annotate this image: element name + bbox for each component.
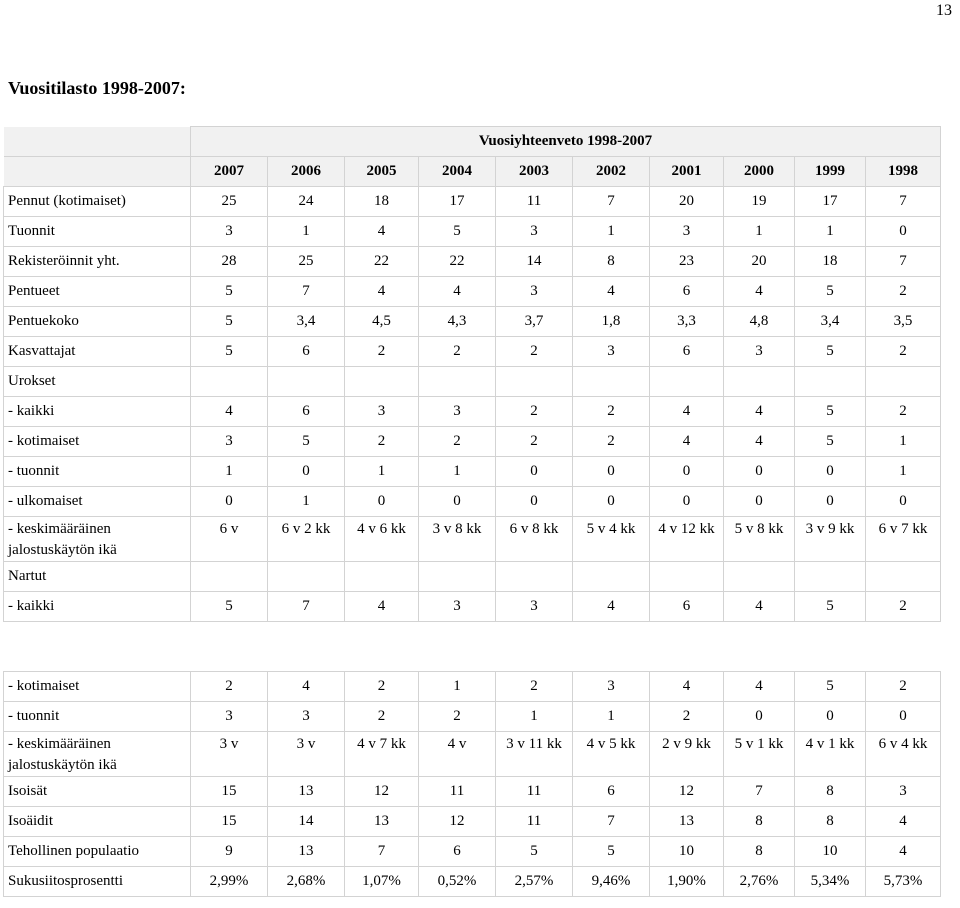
row-label: - kotimaiset xyxy=(4,672,191,702)
table-cell: 7 xyxy=(866,247,941,277)
table-cell: 4 xyxy=(345,277,419,307)
table-cell: 2 xyxy=(573,427,650,457)
table-cell: 4 xyxy=(866,807,941,837)
row-label: - kotimaiset xyxy=(4,427,191,457)
table-cell: 3 xyxy=(724,337,795,367)
table-cell: 0,52% xyxy=(419,867,496,897)
table-row xyxy=(4,702,941,732)
corner-cell xyxy=(4,127,191,157)
table-cell: 3 xyxy=(650,217,724,247)
table-cell: 2 xyxy=(419,337,496,367)
row-label: Nartut xyxy=(4,562,191,592)
table-cell: 4 xyxy=(724,397,795,427)
table-cell: 5 xyxy=(795,592,866,622)
table-cell: 1,8 xyxy=(573,307,650,337)
table-cell: 20 xyxy=(650,187,724,217)
table-cell xyxy=(866,562,941,592)
table-row xyxy=(4,867,941,897)
table-cell: 0 xyxy=(496,457,573,487)
table-cell: 2 xyxy=(191,672,268,702)
row-label: Pennut (kotimaiset) xyxy=(4,187,191,217)
row-label: Isoäidit xyxy=(4,807,191,837)
table-cell: 5 xyxy=(795,277,866,307)
table-cell: 0 xyxy=(866,702,941,732)
table-cell: 1 xyxy=(573,217,650,247)
table-cell: 5 xyxy=(795,337,866,367)
row-label: Rekisteröinnit yht. xyxy=(4,247,191,277)
table-cell: 2 xyxy=(345,702,419,732)
table-cell: 3 v xyxy=(191,732,268,777)
table-cell xyxy=(419,562,496,592)
table-cell: 22 xyxy=(345,247,419,277)
table-row xyxy=(4,777,941,807)
table-cell: 4,3 xyxy=(419,307,496,337)
table-cell xyxy=(795,367,866,397)
table-cell: 5 xyxy=(419,217,496,247)
year-header: 2000 xyxy=(724,157,795,187)
table-cell xyxy=(496,562,573,592)
table-cell: 2,57% xyxy=(496,867,573,897)
table-cell: 18 xyxy=(345,187,419,217)
table-cell: 0 xyxy=(573,457,650,487)
table-cell: 14 xyxy=(268,807,345,837)
table-cell: 0 xyxy=(191,487,268,517)
table-cell: 2 xyxy=(496,672,573,702)
table-cell: 2 xyxy=(496,397,573,427)
row-label: - keskimääräinen jalostuskäytön ikä xyxy=(4,732,191,777)
year-header: 2002 xyxy=(573,157,650,187)
table-cell: 5 xyxy=(795,672,866,702)
table-cell: 1 xyxy=(345,457,419,487)
table-cell: 13 xyxy=(268,777,345,807)
year-header: 1999 xyxy=(795,157,866,187)
table-cell: 6 xyxy=(573,777,650,807)
table-cell xyxy=(795,562,866,592)
table-cell: 4 xyxy=(724,277,795,307)
statistics-table-part2 xyxy=(3,671,941,897)
table-row xyxy=(4,277,941,307)
table-cell: 0 xyxy=(345,487,419,517)
table-cell: 7 xyxy=(268,592,345,622)
table-cell: 2 xyxy=(496,337,573,367)
row-label: - kaikki xyxy=(4,592,191,622)
table-cell: 3 v 8 kk xyxy=(419,517,496,562)
table-cell xyxy=(573,562,650,592)
statistics-table-part1 xyxy=(3,126,941,622)
table-cell: 2 xyxy=(866,672,941,702)
table-cell xyxy=(573,367,650,397)
table-cell: 3 xyxy=(573,337,650,367)
table-row xyxy=(4,562,941,592)
page-heading: Vuositilasto 1998-2007: xyxy=(8,78,186,98)
table-cell: 0 xyxy=(866,217,941,247)
table-row xyxy=(4,457,941,487)
table-cell: 4 v 7 kk xyxy=(345,732,419,777)
table-cell: 1 xyxy=(573,702,650,732)
year-header-row xyxy=(4,157,941,187)
table-cell xyxy=(866,367,941,397)
table-row xyxy=(4,672,941,702)
table-cell: 5 xyxy=(496,837,573,867)
table-cell: 0 xyxy=(866,487,941,517)
table-cell: 8 xyxy=(573,247,650,277)
table-cell: 0 xyxy=(419,487,496,517)
table-row xyxy=(4,807,941,837)
table-cell: 4 v xyxy=(419,732,496,777)
table-cell: 3 xyxy=(419,592,496,622)
table-row xyxy=(4,427,941,457)
table-cell: 17 xyxy=(795,187,866,217)
row-label: Tehollinen populaatio xyxy=(4,837,191,867)
row-label: Isoisät xyxy=(4,777,191,807)
table-cell: 1 xyxy=(419,672,496,702)
table-cell: 3,4 xyxy=(268,307,345,337)
table-row xyxy=(4,307,941,337)
table-cell: 2,99% xyxy=(191,867,268,897)
table-cell: 4 xyxy=(650,397,724,427)
table-cell: 6 xyxy=(268,397,345,427)
table-cell: 8 xyxy=(724,837,795,867)
table-cell: 20 xyxy=(724,247,795,277)
table-cell: 6 v xyxy=(191,517,268,562)
table-row xyxy=(4,397,941,427)
table-cell: 3,7 xyxy=(496,307,573,337)
table-cell: 2 xyxy=(419,427,496,457)
table-cell: 2 v 9 kk xyxy=(650,732,724,777)
table-cell: 0 xyxy=(795,702,866,732)
table-cell xyxy=(650,367,724,397)
table-cell: 4 xyxy=(345,217,419,247)
table-cell: 8 xyxy=(724,807,795,837)
table-cell: 3 v 11 kk xyxy=(496,732,573,777)
table-cell: 1 xyxy=(866,457,941,487)
table-cell: 0 xyxy=(795,457,866,487)
table-cell: 3 v xyxy=(268,732,345,777)
table-cell: 25 xyxy=(268,247,345,277)
table-cell: 28 xyxy=(191,247,268,277)
table-cell: 7 xyxy=(268,277,345,307)
table-cell: 1 xyxy=(191,457,268,487)
table-cell: 0 xyxy=(573,487,650,517)
table-cell: 4 xyxy=(268,672,345,702)
table-cell: 2 xyxy=(866,397,941,427)
table-cell: 0 xyxy=(795,487,866,517)
table-cell: 6 xyxy=(650,592,724,622)
table-row xyxy=(4,732,941,777)
table-cell: 11 xyxy=(419,777,496,807)
table-cell: 8 xyxy=(795,777,866,807)
table-cell: 5 xyxy=(795,397,866,427)
table-cell: 4 xyxy=(573,277,650,307)
row-label: - kaikki xyxy=(4,397,191,427)
table-cell: 2 xyxy=(496,427,573,457)
table-cell xyxy=(191,367,268,397)
table-cell: 6 v 2 kk xyxy=(268,517,345,562)
table-cell: 2 xyxy=(345,427,419,457)
table-row xyxy=(4,187,941,217)
row-label: - tuonnit xyxy=(4,457,191,487)
year-header: 2001 xyxy=(650,157,724,187)
table-cell: 3 xyxy=(866,777,941,807)
table-cell: 3,3 xyxy=(650,307,724,337)
table-cell: 2 xyxy=(650,702,724,732)
table-row xyxy=(4,247,941,277)
table-cell: 4 xyxy=(419,277,496,307)
table-cell: 10 xyxy=(795,837,866,867)
table-cell: 3,5 xyxy=(866,307,941,337)
page-number: 13 xyxy=(936,2,952,19)
table-cell: 23 xyxy=(650,247,724,277)
table-cell xyxy=(268,367,345,397)
table-cell: 3 xyxy=(496,277,573,307)
table-cell: 4 xyxy=(724,427,795,457)
table-cell: 1 xyxy=(268,487,345,517)
table-cell: 14 xyxy=(496,247,573,277)
table-cell: 11 xyxy=(496,187,573,217)
table-cell: 24 xyxy=(268,187,345,217)
table-cell: 0 xyxy=(724,457,795,487)
table-cell: 2 xyxy=(345,672,419,702)
table-cell: 5 xyxy=(268,427,345,457)
table-row xyxy=(4,592,941,622)
table-cell: 4 v 6 kk xyxy=(345,517,419,562)
table-cell: 3 xyxy=(496,592,573,622)
table-cell: 5 xyxy=(191,337,268,367)
row-label: Kasvattajat xyxy=(4,337,191,367)
table-cell: 2,68% xyxy=(268,867,345,897)
table-cell: 22 xyxy=(419,247,496,277)
table-title: Vuosiyhteenveto 1998-2007 xyxy=(191,127,941,157)
table-cell: 10 xyxy=(650,837,724,867)
table-cell xyxy=(724,562,795,592)
row-label: - keskimääräinen jalostuskäytön ikä xyxy=(4,517,191,562)
table-cell: 5 v 4 kk xyxy=(573,517,650,562)
table-cell: 4 xyxy=(650,427,724,457)
year-header: 2003 xyxy=(496,157,573,187)
table-cell: 13 xyxy=(650,807,724,837)
table-cell: 5 xyxy=(573,837,650,867)
table-cell: 4 v 5 kk xyxy=(573,732,650,777)
table-cell: 3 xyxy=(496,217,573,247)
table-cell: 2 xyxy=(866,277,941,307)
table-cell: 3 xyxy=(345,397,419,427)
table-cell xyxy=(650,562,724,592)
row-label: Sukusiitosprosentti xyxy=(4,867,191,897)
table-cell xyxy=(724,367,795,397)
table-cell: 15 xyxy=(191,807,268,837)
table-cell: 6 xyxy=(650,337,724,367)
table-cell xyxy=(345,367,419,397)
table-cell: 4 xyxy=(650,672,724,702)
table-cell: 6 v 7 kk xyxy=(866,517,941,562)
table-cell: 6 xyxy=(419,837,496,867)
table-cell: 2 xyxy=(345,337,419,367)
table-cell: 11 xyxy=(496,807,573,837)
table-cell: 1,07% xyxy=(345,867,419,897)
table-cell: 4,5 xyxy=(345,307,419,337)
row-label: - ulkomaiset xyxy=(4,487,191,517)
table-cell: 1 xyxy=(795,217,866,247)
table-cell: 6 v 8 kk xyxy=(496,517,573,562)
table-cell: 13 xyxy=(268,837,345,867)
row-label: - tuonnit xyxy=(4,702,191,732)
table-cell: 1 xyxy=(419,457,496,487)
table-cell: 5 xyxy=(191,307,268,337)
table-cell xyxy=(345,562,419,592)
table-cell: 4 v 1 kk xyxy=(795,732,866,777)
table-cell xyxy=(496,367,573,397)
table-cell: 12 xyxy=(419,807,496,837)
row-label: Pentueet xyxy=(4,277,191,307)
table-cell: 9 xyxy=(191,837,268,867)
table-cell: 0 xyxy=(268,457,345,487)
table-cell: 3 xyxy=(191,217,268,247)
year-header: 2007 xyxy=(191,157,268,187)
table-row xyxy=(4,517,941,562)
table-row xyxy=(4,367,941,397)
table-cell: 4,8 xyxy=(724,307,795,337)
table-cell: 4 xyxy=(345,592,419,622)
year-header: 2005 xyxy=(345,157,419,187)
table-cell xyxy=(419,367,496,397)
row-label: Urokset xyxy=(4,367,191,397)
table-cell: 1 xyxy=(496,702,573,732)
table-cell: 7 xyxy=(573,187,650,217)
table-cell: 7 xyxy=(573,807,650,837)
table-cell xyxy=(268,562,345,592)
table-cell: 1 xyxy=(866,427,941,457)
table-cell: 5,73% xyxy=(866,867,941,897)
table-cell: 4 xyxy=(573,592,650,622)
table-cell xyxy=(191,562,268,592)
table-cell: 4 xyxy=(724,592,795,622)
table-cell: 0 xyxy=(724,487,795,517)
table-cell: 5 v 1 kk xyxy=(724,732,795,777)
table-cell: 5 xyxy=(191,277,268,307)
table-cell: 0 xyxy=(650,457,724,487)
table-row xyxy=(4,487,941,517)
table-cell: 2 xyxy=(419,702,496,732)
table-cell: 3 xyxy=(268,702,345,732)
table-cell: 3 xyxy=(191,702,268,732)
table-cell: 6 v 4 kk xyxy=(866,732,941,777)
row-label: Tuonnit xyxy=(4,217,191,247)
table-cell: 3,4 xyxy=(795,307,866,337)
table-cell: 2 xyxy=(573,397,650,427)
corner-cell xyxy=(4,157,191,187)
table-cell: 2 xyxy=(866,592,941,622)
table-cell: 25 xyxy=(191,187,268,217)
year-header: 2004 xyxy=(419,157,496,187)
table-cell: 2 xyxy=(866,337,941,367)
table-cell: 5 v 8 kk xyxy=(724,517,795,562)
table-cell: 2,76% xyxy=(724,867,795,897)
year-header: 1998 xyxy=(866,157,941,187)
table-cell: 15 xyxy=(191,777,268,807)
table-cell: 9,46% xyxy=(573,867,650,897)
table-cell: 7 xyxy=(345,837,419,867)
table-row xyxy=(4,217,941,247)
table-title-row xyxy=(4,127,941,157)
table-cell: 4 v 12 kk xyxy=(650,517,724,562)
table-cell: 19 xyxy=(724,187,795,217)
table-cell: 18 xyxy=(795,247,866,277)
table-cell: 5 xyxy=(795,427,866,457)
row-label: Pentuekoko xyxy=(4,307,191,337)
table-cell: 3 xyxy=(573,672,650,702)
table-cell: 11 xyxy=(496,777,573,807)
table-cell: 5 xyxy=(191,592,268,622)
table-row xyxy=(4,337,941,367)
table-cell: 1 xyxy=(268,217,345,247)
table-cell: 1,90% xyxy=(650,867,724,897)
table-cell: 0 xyxy=(650,487,724,517)
table-cell: 7 xyxy=(724,777,795,807)
table-cell: 8 xyxy=(795,807,866,837)
table-cell: 5,34% xyxy=(795,867,866,897)
table-cell: 3 v 9 kk xyxy=(795,517,866,562)
table-cell: 4 xyxy=(866,837,941,867)
table-cell: 1 xyxy=(724,217,795,247)
table-cell: 4 xyxy=(191,397,268,427)
table-cell: 12 xyxy=(650,777,724,807)
table-cell: 6 xyxy=(268,337,345,367)
table-cell: 12 xyxy=(345,777,419,807)
table-cell: 0 xyxy=(496,487,573,517)
table-cell: 17 xyxy=(419,187,496,217)
table-cell: 3 xyxy=(191,427,268,457)
table-cell: 4 xyxy=(724,672,795,702)
table-cell: 3 xyxy=(419,397,496,427)
table-cell: 6 xyxy=(650,277,724,307)
table-cell: 13 xyxy=(345,807,419,837)
table-row xyxy=(4,837,941,867)
table-cell: 0 xyxy=(724,702,795,732)
table-cell: 7 xyxy=(866,187,941,217)
year-header: 2006 xyxy=(268,157,345,187)
